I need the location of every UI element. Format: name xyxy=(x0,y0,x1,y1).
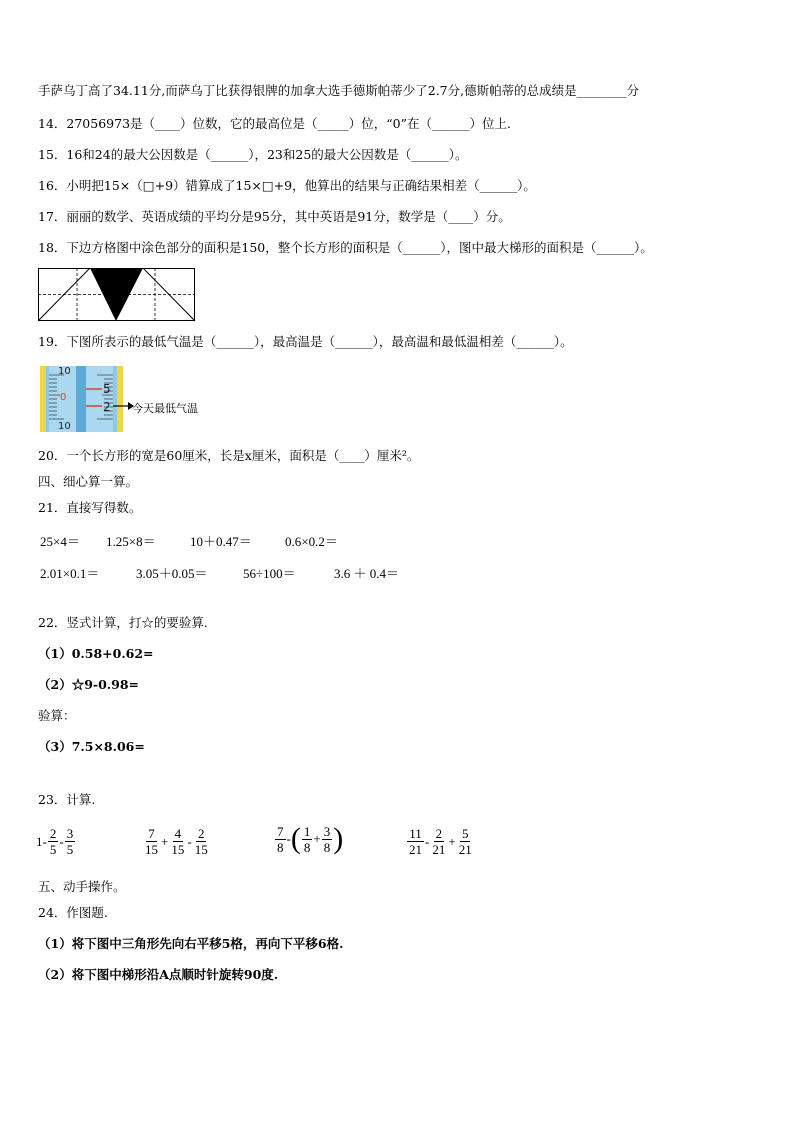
question-20: 20．一个长方形的宽是60厘米，长是x厘米，面积是（____）厘米²。 xyxy=(38,448,420,463)
text-line-q13-cont: 手萨乌丁高了34.11分,而萨乌丁比获得银牌的加拿大选手德斯帕蒂少了2.7分,德斯帕蒂的总成绩是________分 xyxy=(38,83,640,98)
fraction: $\frac{3}{5}$ xyxy=(66,826,74,857)
fraction: $\frac{4}{15}$ xyxy=(171,826,185,857)
thermo-tick-top: 10 xyxy=(58,366,71,377)
fraction-expression-2: $\frac{7}{15}$ + $\frac{4}{15}$ - $\frac{2}{15}$ xyxy=(145,826,208,857)
fraction: $\frac{7}{8}$ xyxy=(277,823,284,855)
calc-item: 2.01×0.1＝ xyxy=(40,566,100,581)
question-14: 14．27056973是（____）位数，它的最高位是（_____）位，“0”在（______）位上. xyxy=(38,116,511,131)
fraction: $\frac{11}{21}$ xyxy=(409,826,422,857)
fraction: $\frac{3}{8}$ xyxy=(323,823,331,855)
question-22-2: （2）☆9-0.98= xyxy=(38,677,140,692)
calc-item: 10＋0.47＝ xyxy=(190,534,252,549)
calc-item: 3.05＋0.05＝ xyxy=(136,566,208,581)
question-22-3: （3）7.5×8.06= xyxy=(38,739,145,754)
fraction-expression-1: 1- $\frac{2}{5}$ - $\frac{3}{5}$ xyxy=(36,826,74,857)
thermometer xyxy=(40,366,200,432)
grid-figure xyxy=(38,268,196,322)
question-16: 16．小明把15×（□+9）错算成了15×□+9，他算出的结果与正确结果相差（______）。 xyxy=(38,178,536,193)
thermometer-label: 今天最低气温 xyxy=(132,402,198,415)
question-17: 17．丽丽的数学、英语成绩的平均分是95分，其中英语是91分，数学是（____）分。 xyxy=(38,209,511,224)
question-15: 15．16和24的最大公因数是（______），23和25的最大公因数是（______）。 xyxy=(38,147,468,162)
question-22: 22．竖式计算，打☆的要验算. xyxy=(38,615,208,630)
check-label: 验算： xyxy=(38,708,76,723)
lead: 1- xyxy=(36,833,47,849)
calc-item: 56÷100＝ xyxy=(243,566,296,581)
question-24-2: （2）将下图中梯形沿A点顺时针旋转90度. xyxy=(38,967,279,982)
thermo-tick-bottom: 10 xyxy=(58,421,71,432)
question-24: 24．作图题. xyxy=(38,905,108,920)
fraction-expression-3: $\frac{7}{8}$ - ( $\frac{1}{8}$ + $\frac{3}{8}$ ) xyxy=(277,822,344,855)
fraction: $\frac{1}{8}$ xyxy=(303,823,311,855)
section-4-heading: 四、细心算一算。 xyxy=(38,474,139,489)
thermo-tick-zero: 0 xyxy=(60,392,67,403)
question-21: 21．直接写得数。 xyxy=(38,500,142,515)
question-19: 19．下图所表示的最低气温是（______），最高温是（______），最高温和最低温相差（______）。 xyxy=(38,334,573,349)
fraction: $\frac{2}{15}$ xyxy=(194,826,208,857)
question-24-1: （1）将下图中三角形先向右平移5格，再向下平移6格. xyxy=(38,936,344,951)
thermo-mark-high: 5 xyxy=(103,382,111,396)
calc-item: 1.25×8＝ xyxy=(106,534,156,549)
fraction: $\frac{5}{21}$ xyxy=(458,826,472,857)
fraction: $\frac{7}{15}$ xyxy=(145,826,158,857)
fraction-expression-4: $\frac{11}{21}$ - $\frac{2}{21}$ + $\frac{5}{21}$ xyxy=(409,826,472,857)
calc-item: 3.6 ＋ 0.4＝ xyxy=(334,566,400,581)
question-23: 23．计算. xyxy=(38,792,96,807)
thermo-mark-low: 2 xyxy=(103,400,111,414)
calc-item: 25×4＝ xyxy=(40,534,80,549)
fraction: $\frac{2}{5}$ xyxy=(49,826,57,857)
question-22-1: （1）0.58+0.62= xyxy=(38,646,154,661)
question-18: 18．下边方格图中涂色部分的面积是150，整个长方形的面积是（______），图中最大梯形的面积是（______）。 xyxy=(38,240,653,255)
section-5-heading: 五、动手操作。 xyxy=(38,879,126,894)
fraction: $\frac{2}{21}$ xyxy=(432,826,446,857)
calc-item: 0.6×0.2＝ xyxy=(285,534,338,549)
